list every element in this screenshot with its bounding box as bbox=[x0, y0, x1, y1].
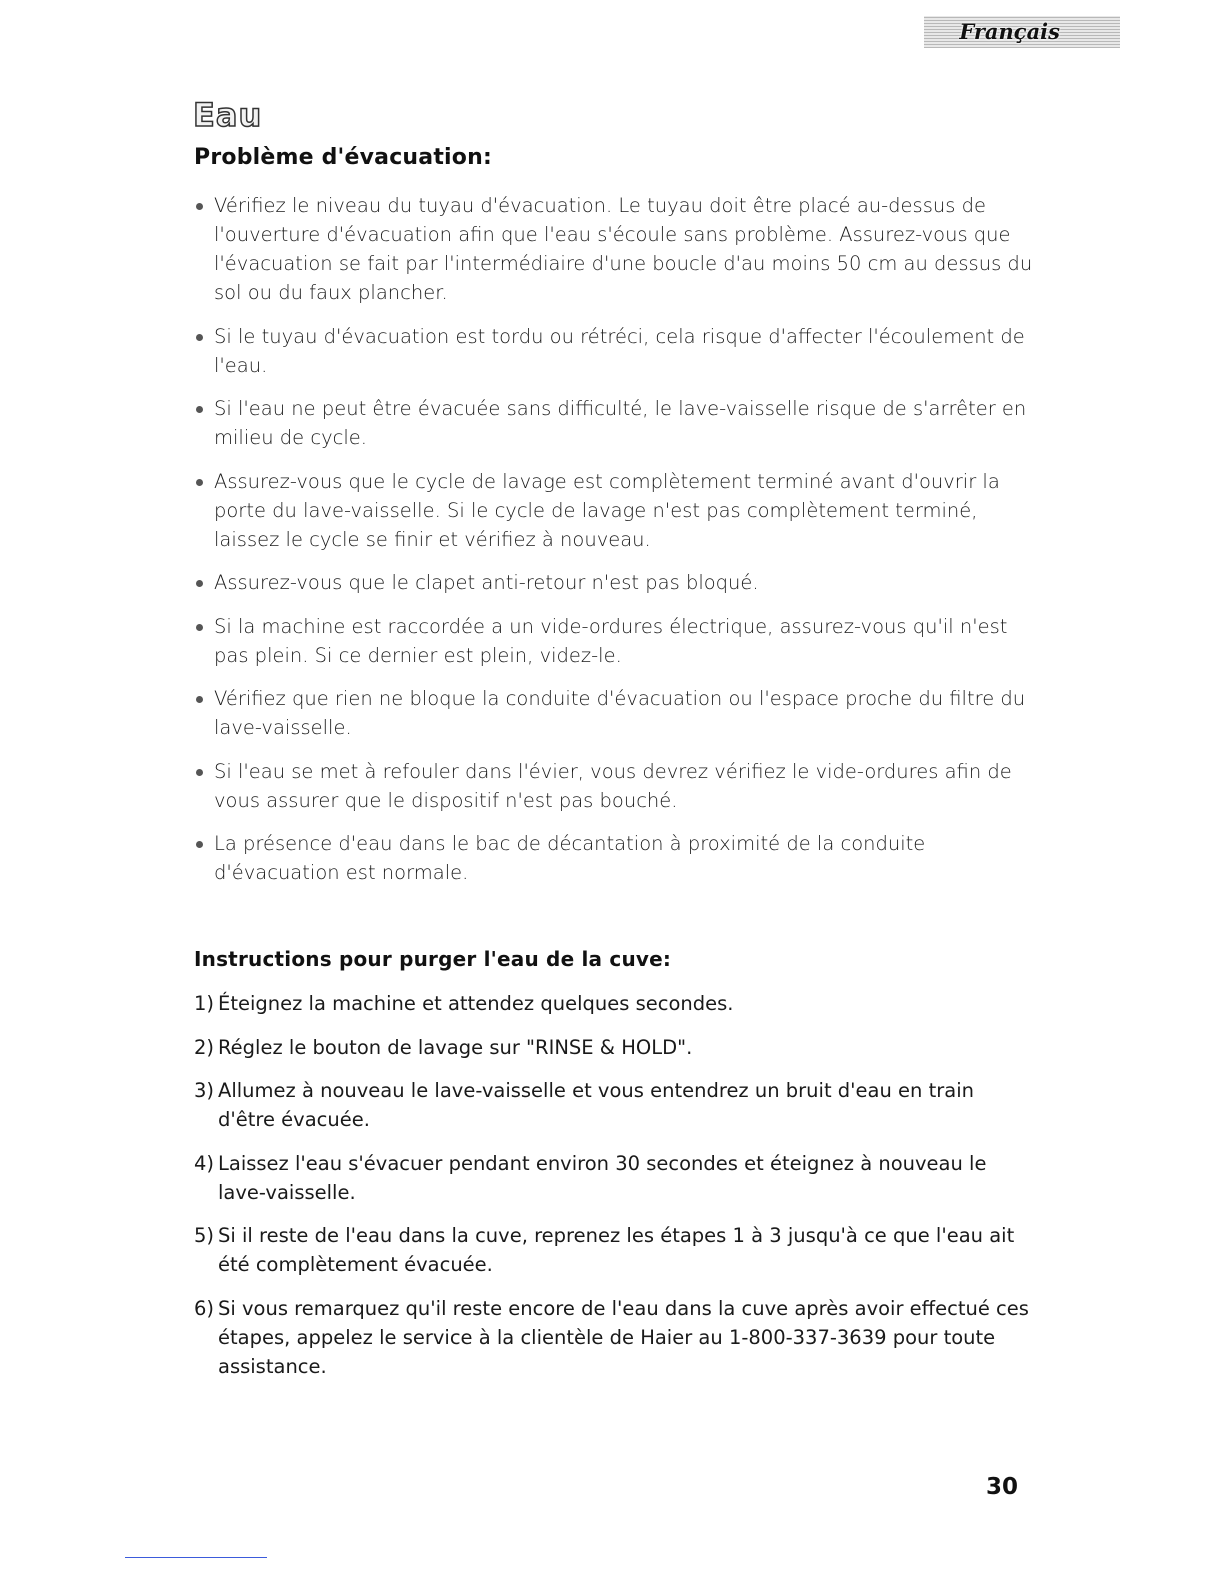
section-title: Eau bbox=[193, 96, 263, 134]
list-item: Assurez-vous que le cycle de lavage est complètement terminé avant d'ouvrir la porte du lave-vaisselle. Si le cycle de lavage n'est pas complètement terminé, laissez le cycle se finir et vérifiez à nouveau. bbox=[194, 467, 1034, 554]
step-text: Allumez à nouveau le lave-vaisselle et vous entendrez un bruit d'eau en train d'être évacuée. bbox=[218, 1079, 974, 1131]
language-tab-label: Français bbox=[959, 19, 1060, 44]
step-text: Si vous remarquez qu'il reste encore de l'eau dans la cuve après avoir effectué ces étapes, appelez le service à la clientèle de Haier au 1-800-337-3639 pour toute assistance. bbox=[218, 1296, 1029, 1378]
step-number: 5) bbox=[194, 1224, 215, 1247]
step-number: 1) bbox=[194, 992, 215, 1015]
step-item bbox=[194, 1076, 1034, 1134]
list-item: La présence d'eau dans le bac de décantation à proximité de la conduite d'évacuation est normale. bbox=[194, 829, 1034, 887]
list-item: Si l'eau ne peut être évacuée sans difficulté, le lave-vaisselle risque de s'arrêter en milieu de cycle. bbox=[194, 394, 1034, 452]
list-item: Si l'eau se met à refouler dans l'évier, vous devrez vérifiez le vide-ordures afin de vous assurer que le dispositif n'est pas bouché. bbox=[194, 757, 1034, 815]
step-item bbox=[194, 989, 1034, 1018]
list-item: Vérifiez le niveau du tuyau d'évacuation. Le tuyau doit être placé au-dessus de l'ouverture d'évacuation afin que l'eau s'écoule sans problème. Assurez-vous que l'évacuation se fait par l'intermédiaire d'une boucle d'au moins 50 cm au dessus du sol ou du faux plancher. bbox=[194, 191, 1034, 307]
drainage-bullet-list bbox=[194, 191, 1034, 902]
list-item: Si le tuyau d'évacuation est tordu ou rétréci, cela risque d'affecter l'écoulement de l'eau. bbox=[194, 322, 1034, 380]
step-number: 3) bbox=[194, 1079, 215, 1102]
list-item: Si la machine est raccordée a un vide-ordures électrique, assurez-vous qu'il n'est pas plein. Si ce dernier est plein, videz-le. bbox=[194, 612, 1034, 670]
step-text: Éteignez la machine et attendez quelques secondes. bbox=[218, 992, 734, 1015]
step-text: Laissez l'eau s'évacuer pendant environ 30 secondes et éteignez à nouveau le lave-vaisselle. bbox=[218, 1151, 987, 1204]
step-text: Si il reste de l'eau dans la cuve, reprenez les étapes 1 à 3 jusqu'à ce que l'eau ait été complètement évacuée. bbox=[218, 1224, 1015, 1276]
step-number: 2) bbox=[194, 1035, 215, 1059]
step-item bbox=[194, 1294, 1034, 1381]
purge-step-list bbox=[194, 989, 1034, 1395]
purge-heading: Instructions pour purger l'eau de la cuve: bbox=[194, 947, 672, 971]
footer-rule bbox=[125, 1557, 267, 1558]
step-text: Réglez le bouton de lavage sur "RINSE & HOLD". bbox=[218, 1035, 693, 1059]
step-number: 6) bbox=[194, 1296, 215, 1320]
drainage-heading: Problème d'évacuation: bbox=[194, 145, 492, 170]
step-number: 4) bbox=[194, 1151, 215, 1175]
language-tab bbox=[924, 16, 1120, 48]
step-item bbox=[194, 1033, 1034, 1062]
step-item bbox=[194, 1221, 1034, 1279]
step-item bbox=[194, 1149, 1034, 1207]
list-item: Assurez-vous que le clapet anti-retour n'est pas bloqué. bbox=[194, 568, 1034, 597]
list-item: Vérifiez que rien ne bloque la conduite d'évacuation ou l'espace proche du filtre du lave-vaisselle. bbox=[194, 684, 1034, 742]
page-number: 30 bbox=[985, 1474, 1018, 1500]
